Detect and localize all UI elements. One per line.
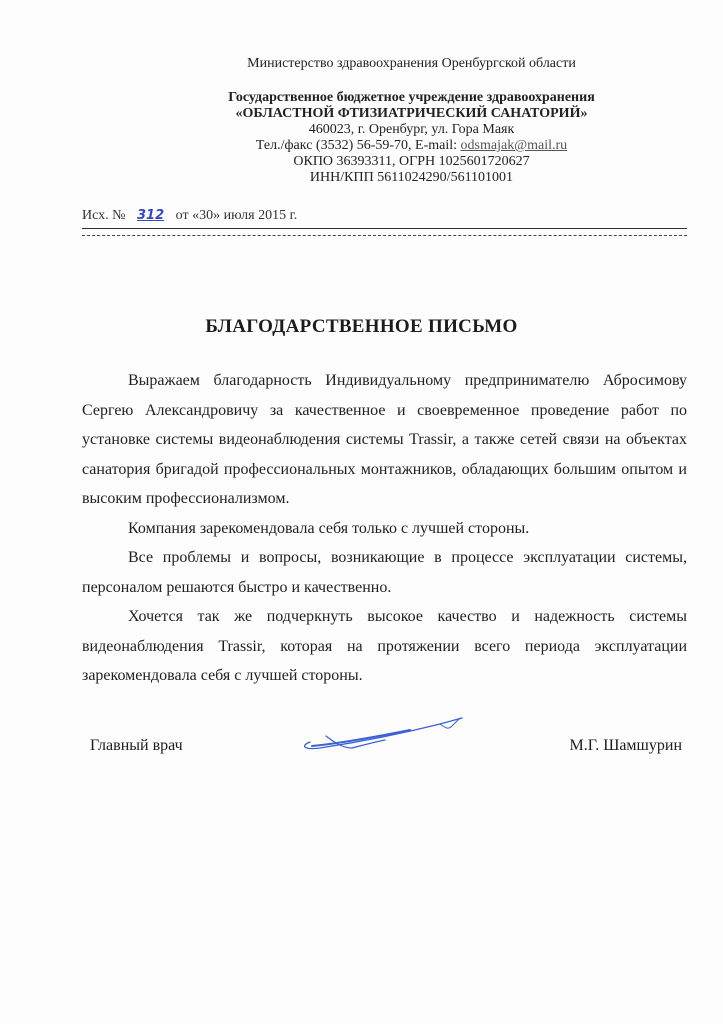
paragraph: Все проблемы и вопросы, возникающие в процессе эксплуатации системы, персоналом решаются быстро и качественно. [82, 549, 687, 596]
outgoing-date: от «30» июля 2015 г. [175, 208, 298, 223]
email-link[interactable]: odsmajak@mail.ru [460, 138, 568, 153]
paragraph: Компания зарекомендовала себя только с лучшей стороны. [128, 519, 530, 537]
outgoing-prefix: Исх. № [82, 208, 126, 223]
inn-kpp: ИНН/КПП 5611024290/561101001 [309, 170, 514, 185]
phone-fax: Тел./факс (3532) 56-59-70, E-mail: [255, 138, 461, 153]
outgoing-reference [82, 208, 687, 229]
paragraph: Хочется так же подчеркнуть высокое качество и надежность системы видеонаблюдения Trassir, которая на протяжении всего периода эксплуатации зарекомендовала себя с лучшей стороны. [82, 608, 687, 684]
signer-name: М.Г. Шамшурин [569, 737, 682, 754]
organization-header [0, 90, 723, 186]
signer-position: Главный врач [90, 737, 183, 754]
letter-title: БЛАГОДАРСТВЕННОЕ ПИСЬМО [205, 316, 518, 337]
org-address: 460023, г. Оренбург, ул. Гора Маяк [308, 122, 515, 137]
paragraph: Выражаем благодарность Индивидуальному предпринимателю Абросимову Сергею Александровичу за качественное и своевременное проведение работ по установке системы видеонаблюдения системы Trassir, а также сетей связи на объектах санатория бригадой профессиональных монтажников, обладающих большим опытом и высоким профессионализмом. [82, 372, 687, 507]
org-contacts [100, 138, 723, 154]
signature-row [82, 737, 682, 761]
dashed-divider [82, 235, 687, 236]
okpo-ogrn: ОКПО 36393311, ОГРН 1025601720627 [293, 154, 530, 169]
org-type: Государственное бюджетное учреждение здравоохранения [228, 90, 595, 105]
letter-body [82, 366, 687, 691]
org-name: «ОБЛАСТНОЙ ФТИЗИАТРИЧЕСКИЙ САНАТОРИЙ» [235, 106, 588, 121]
outgoing-number: 312 [137, 208, 165, 223]
ministry-line: Министерство здравоохранения Оренбургской области [247, 56, 576, 71]
